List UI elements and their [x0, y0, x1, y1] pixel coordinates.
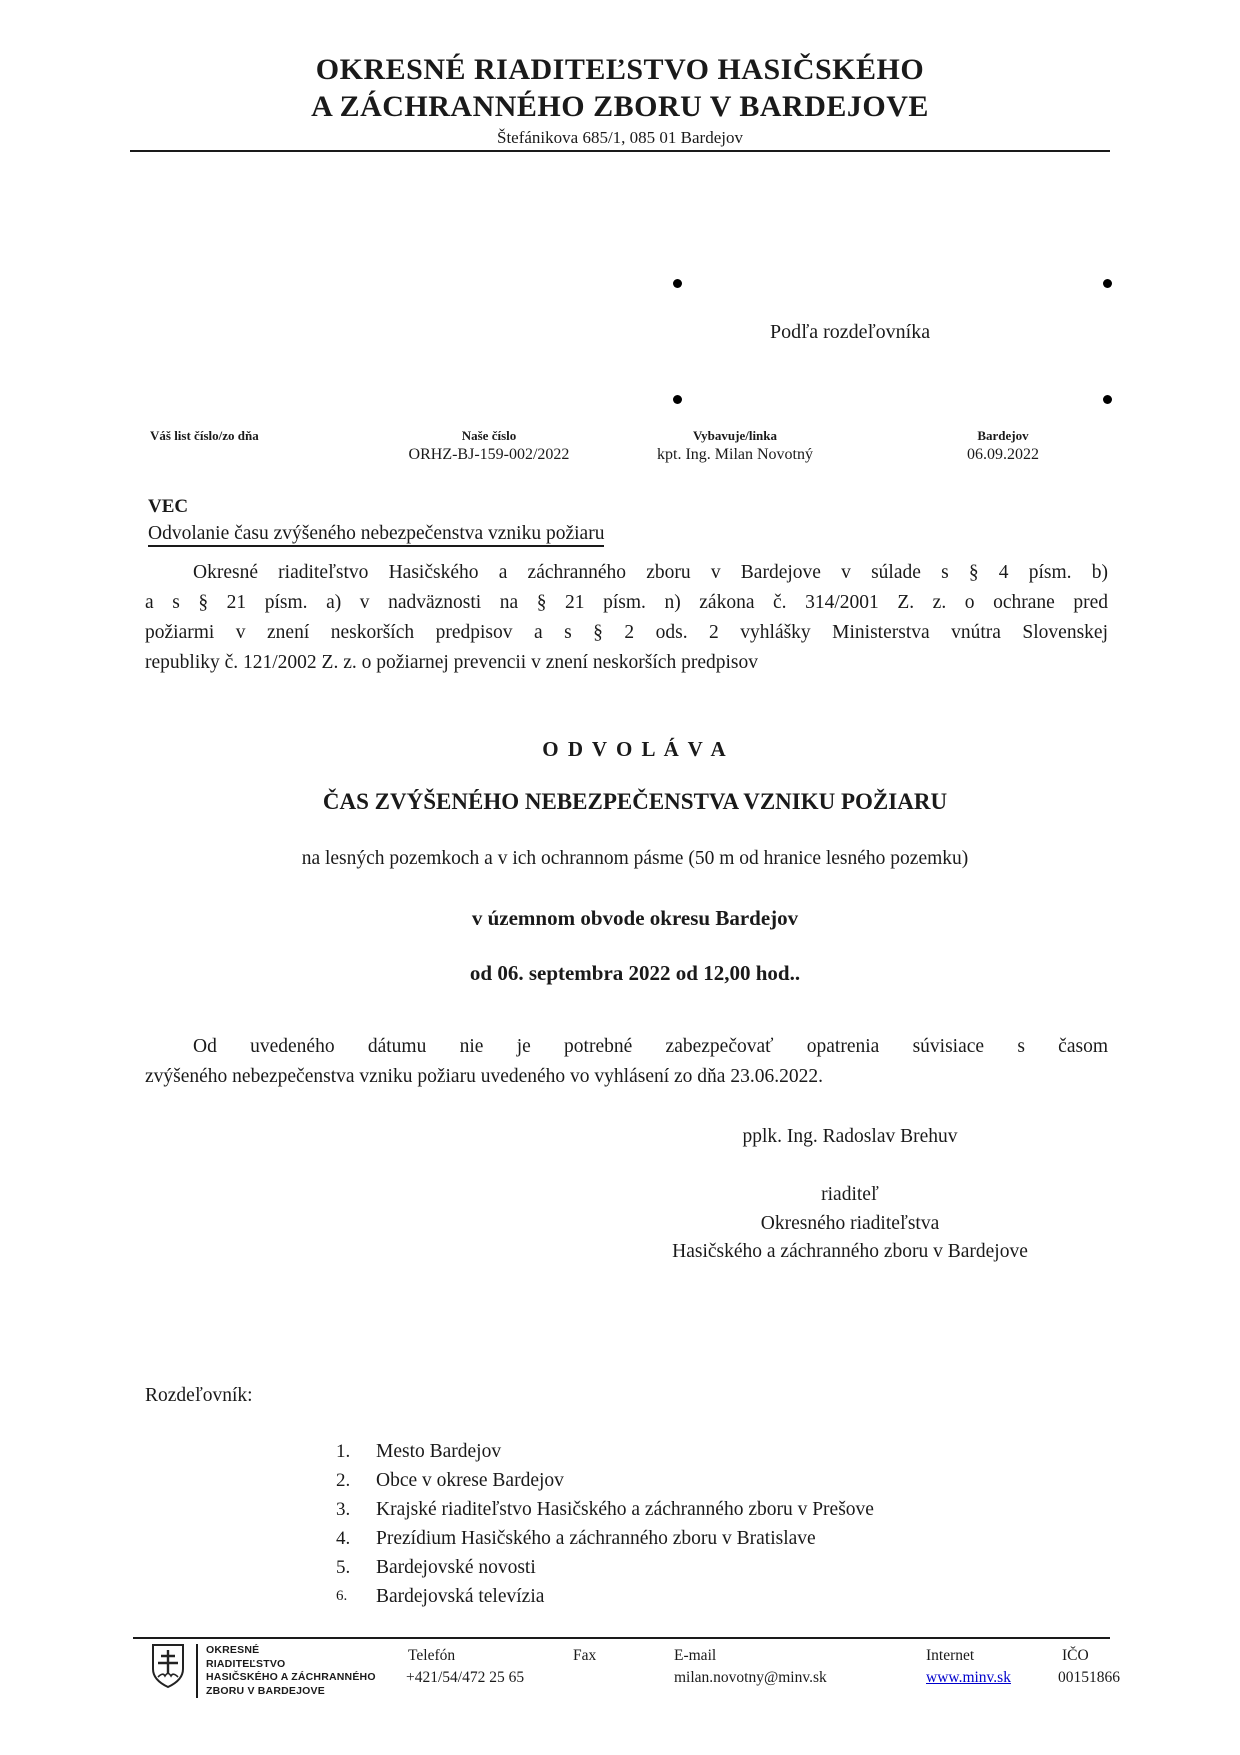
footer-ico-label: IČO [1062, 1647, 1089, 1664]
body-paragraph-2 [145, 1032, 1108, 1092]
list-number: 6. [336, 1588, 348, 1604]
declaration-subject-heading: ČAS ZVÝŠENÉHO NEBEZPEČENSTVA VZNIKU POŽIARU [322, 789, 948, 814]
declaration-territory-line: v územnom obvode okresu Bardejov [471, 906, 799, 930]
paragraph-line: Od uvedeného dátumu nie je potrebné zabezpečovať opatrenia súvisiace s časom [193, 1036, 1108, 1057]
meta-our-ref-label: Naše číslo [461, 428, 517, 443]
list-item: Bardejovská televízia [376, 1586, 545, 1607]
coat-of-arms-icon [150, 1643, 186, 1689]
page-title-line2: A ZÁCHRANNÉHO ZBORU V BARDEJOVE [311, 90, 929, 123]
paragraph-line: a s § 21 písm. a) v nadväznosti na § 21 písm. n) zákona č. 314/2001 Z. z. o ochrane pred [145, 592, 1108, 613]
meta-handler-value: kpt. Ing. Milan Novotný [657, 446, 813, 463]
list-number: 3. [336, 1499, 351, 1520]
list-item: Obce v okrese Bardejov [376, 1470, 564, 1491]
footer-fax-label: Fax [573, 1647, 597, 1664]
footer-internet-label: Internet [926, 1647, 975, 1664]
footer-org-line: OKRESNÉ [206, 1644, 260, 1656]
footer-internet-link[interactable]: www.minv.sk [926, 1669, 1011, 1686]
footer-org-line: ZBORU V BARDEJOVE [206, 1684, 325, 1697]
list-number: 2. [336, 1470, 351, 1491]
fold-mark-dot [673, 395, 682, 404]
signatory-title: riaditeľ [821, 1184, 879, 1205]
meta-handler-label: Vybavuje/linka [692, 428, 778, 443]
paragraph-line: republiky č. 121/2002 Z. z. o požiarnej prevencii v znení neskorších predpisov [145, 652, 758, 673]
list-item: Mesto Bardejov [376, 1441, 502, 1462]
list-item: Krajské riaditeľstvo Hasičského a záchranného zboru v Prešove [376, 1499, 874, 1520]
footer-divider [133, 1637, 1110, 1639]
footer-email-value: milan.novotny@minv.sk [674, 1669, 827, 1686]
signatory-name: pplk. Ing. Radoslav Brehuv [742, 1126, 958, 1147]
fold-mark-dot [673, 279, 682, 288]
letterhead-address: Štefánikova 685/1, 085 01 Bardejov [497, 128, 743, 147]
footer-phone-label: Telefón [408, 1647, 456, 1664]
footer-org-line: RIADITEĽSTVO [206, 1657, 286, 1670]
meta-date-value: 06.09.2022 [967, 446, 1039, 463]
distribution-label: Rozdeľovník: [145, 1385, 253, 1406]
list-number: 5. [336, 1557, 351, 1578]
subject-text: Odvolanie času zvýšeného nebezpečenstva vzniku požiaru [148, 523, 604, 547]
meta-place-label: Bardejov [977, 428, 1029, 443]
signatory-org-line2: Hasičského a záchranného zboru v Bardejove [672, 1241, 1028, 1262]
recipient-line: Podľa rozdeľovníka [770, 321, 931, 343]
paragraph-line: požiarmi v znení neskorších predpisov a s § 2 ods. 2 vyhlášky Ministerstva vnútra Slovenskej [145, 622, 1108, 643]
paragraph-line: Okresné riaditeľstvo Hasičského a záchranného zboru v Bardejove v súlade s § 4 písm. b) [193, 562, 1108, 583]
footer-org-name [206, 1644, 376, 1698]
subject-label: VEC [148, 496, 189, 517]
page-title-line1: OKRESNÉ RIADITEĽSTVO HASIČSKÉHO [315, 53, 925, 86]
fold-mark-dot [1103, 395, 1112, 404]
footer-logo-separator [196, 1644, 198, 1698]
footer-org-line: HASIČSKÉHO A ZÁCHRANNÉHO [206, 1671, 376, 1683]
body-paragraph-1 [145, 558, 1108, 678]
subject-line [148, 523, 604, 545]
footer-phone-value: +421/54/472 25 65 [406, 1669, 525, 1686]
fold-mark-dot [1103, 279, 1112, 288]
footer-ico-value: 00151866 [1058, 1669, 1120, 1686]
declaration-scope-line: na lesných pozemkoch a v ich ochrannom pásme (50 m od hranice lesného pozemku) [301, 848, 969, 869]
footer-email-label: E-mail [674, 1647, 717, 1664]
signatory-org-line1: Okresného riaditeľstva [760, 1213, 940, 1234]
paragraph-line: zvýšeného nebezpečenstva vzniku požiaru uvedeného vo vyhlásení zo dňa 23.06.2022. [145, 1066, 823, 1087]
declaration-date-line: od 06. septembra 2022 od 12,00 hod.. [469, 961, 801, 985]
meta-your-ref-label: Váš list číslo/zo dňa [150, 428, 259, 443]
header-divider [130, 150, 1110, 152]
list-item: Prezídium Hasičského a záchranného zboru v Bratislave [376, 1528, 816, 1549]
list-number: 1. [336, 1441, 351, 1462]
meta-our-ref-value: ORHZ-BJ-159-002/2022 [408, 446, 570, 463]
declaration-heading: O D V O L Á V A [542, 737, 728, 761]
list-number: 4. [336, 1528, 351, 1549]
list-item: Bardejovské novosti [376, 1557, 536, 1578]
